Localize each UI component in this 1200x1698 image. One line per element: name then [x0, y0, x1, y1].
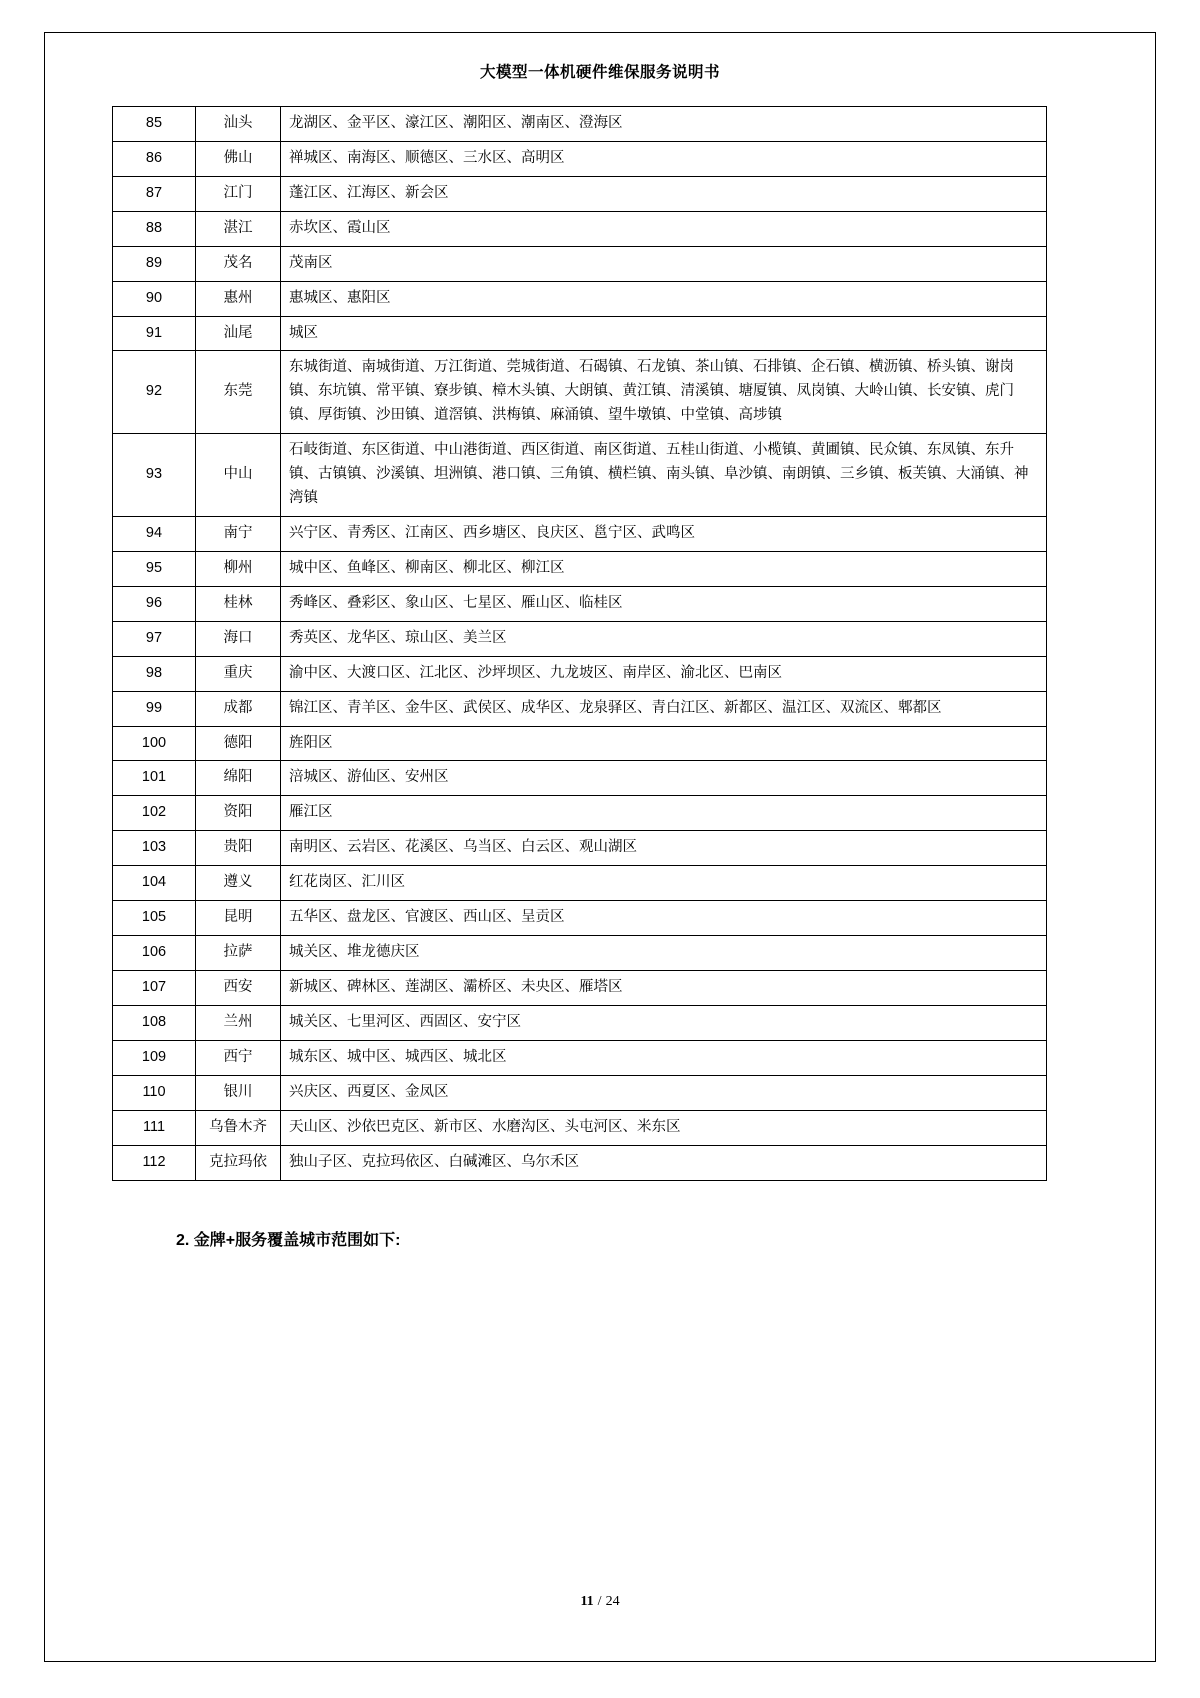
table-row [113, 107, 1047, 142]
footer-separator: / [597, 1594, 602, 1609]
cell-areas: 南明区、云岩区、花溪区、乌当区、白云区、观山湖区 [281, 831, 1047, 866]
table-row [113, 1005, 1047, 1040]
table-row [113, 691, 1047, 726]
table-row [113, 901, 1047, 936]
table-body [113, 107, 1047, 1181]
cell-number: 89 [113, 246, 196, 281]
cell-city: 茂名 [196, 246, 281, 281]
cell-areas: 兴宁区、青秀区、江南区、西乡塘区、良庆区、邕宁区、武鸣区 [281, 516, 1047, 551]
table-row [113, 176, 1047, 211]
cell-areas: 旌阳区 [281, 726, 1047, 761]
table-row [113, 1040, 1047, 1075]
cell-number: 101 [113, 761, 196, 796]
table-row [113, 211, 1047, 246]
cell-city: 银川 [196, 1075, 281, 1110]
table-row [113, 1075, 1047, 1110]
cell-city: 兰州 [196, 1005, 281, 1040]
cell-city: 南宁 [196, 516, 281, 551]
cell-city: 重庆 [196, 656, 281, 691]
table-row [113, 936, 1047, 971]
cell-number: 97 [113, 621, 196, 656]
cell-areas: 锦江区、青羊区、金牛区、武侯区、成华区、龙泉驿区、青白江区、新都区、温江区、双流区、郫都区 [281, 691, 1047, 726]
cell-number: 100 [113, 726, 196, 761]
cell-areas: 禅城区、南海区、顺德区、三水区、高明区 [281, 141, 1047, 176]
cell-areas: 兴庆区、西夏区、金凤区 [281, 1075, 1047, 1110]
table-row [113, 1110, 1047, 1145]
cell-city: 拉萨 [196, 936, 281, 971]
cell-city: 海口 [196, 621, 281, 656]
cell-number: 98 [113, 656, 196, 691]
cell-city: 西宁 [196, 1040, 281, 1075]
cell-city: 湛江 [196, 211, 281, 246]
cell-number: 110 [113, 1075, 196, 1110]
cell-number: 104 [113, 866, 196, 901]
cell-areas: 城中区、鱼峰区、柳南区、柳北区、柳江区 [281, 551, 1047, 586]
cell-areas: 城区 [281, 316, 1047, 351]
cell-number: 93 [113, 434, 196, 517]
section-title: 2. 金牌+服务覆盖城市范围如下: [176, 1231, 401, 1249]
cell-city: 佛山 [196, 141, 281, 176]
cell-areas: 茂南区 [281, 246, 1047, 281]
cell-areas: 城关区、堆龙德庆区 [281, 936, 1047, 971]
cell-city: 东莞 [196, 351, 281, 434]
cell-city: 汕尾 [196, 316, 281, 351]
cell-number: 96 [113, 586, 196, 621]
table-row [113, 434, 1047, 517]
cell-number: 111 [113, 1110, 196, 1145]
cell-city: 惠州 [196, 281, 281, 316]
cell-areas: 石岐街道、东区街道、中山港街道、西区街道、南区街道、五桂山街道、小榄镇、黄圃镇、民众镇、东凤镇、东升镇、古镇镇、沙溪镇、坦洲镇、港口镇、三角镇、横栏镇、南头镇、阜沙镇、南朗镇、三乡镇、板芙镇、大涌镇、神湾镇 [281, 434, 1047, 517]
cell-number: 102 [113, 796, 196, 831]
cell-city: 昆明 [196, 901, 281, 936]
cell-number: 108 [113, 1005, 196, 1040]
cell-city: 德阳 [196, 726, 281, 761]
cell-areas: 城关区、七里河区、西固区、安宁区 [281, 1005, 1047, 1040]
cell-city: 成都 [196, 691, 281, 726]
table-row [113, 796, 1047, 831]
cell-number: 88 [113, 211, 196, 246]
cell-areas: 城东区、城中区、城西区、城北区 [281, 1040, 1047, 1075]
cell-areas: 东城街道、南城街道、万江街道、莞城街道、石碣镇、石龙镇、茶山镇、石排镇、企石镇、横沥镇、桥头镇、谢岗镇、东坑镇、常平镇、寮步镇、樟木头镇、大朗镇、黄江镇、清溪镇、塘厦镇、凤岗镇、大岭山镇、长安镇、虎门镇、厚街镇、沙田镇、道滘镇、洪梅镇、麻涌镇、望牛墩镇、中堂镇、高埗镇 [281, 351, 1047, 434]
cell-number: 85 [113, 107, 196, 142]
cell-number: 106 [113, 936, 196, 971]
footer-total-pages: 24 [605, 1594, 620, 1609]
page-content [80, 60, 1120, 1250]
cell-areas: 红花岗区、汇川区 [281, 866, 1047, 901]
cell-areas: 天山区、沙依巴克区、新市区、水磨沟区、头屯河区、米东区 [281, 1110, 1047, 1145]
table-row [113, 656, 1047, 691]
table-row [113, 621, 1047, 656]
cell-city: 贵阳 [196, 831, 281, 866]
cell-areas: 秀峰区、叠彩区、象山区、七星区、雁山区、临桂区 [281, 586, 1047, 621]
cell-city: 汕头 [196, 107, 281, 142]
cell-number: 105 [113, 901, 196, 936]
cell-city: 资阳 [196, 796, 281, 831]
cell-city: 柳州 [196, 551, 281, 586]
cell-areas: 龙湖区、金平区、濠江区、潮阳区、潮南区、澄海区 [281, 107, 1047, 142]
cell-number: 103 [113, 831, 196, 866]
cell-city: 绵阳 [196, 761, 281, 796]
table-row [113, 246, 1047, 281]
cell-city: 遵义 [196, 866, 281, 901]
cell-areas: 惠城区、惠阳区 [281, 281, 1047, 316]
cell-number: 112 [113, 1145, 196, 1180]
table-row [113, 586, 1047, 621]
table-row [113, 551, 1047, 586]
table-row [113, 970, 1047, 1005]
cell-areas: 蓬江区、江海区、新会区 [281, 176, 1047, 211]
cell-city: 江门 [196, 176, 281, 211]
cell-number: 90 [113, 281, 196, 316]
table-row [113, 866, 1047, 901]
page-footer [0, 1594, 1200, 1610]
table-row [113, 726, 1047, 761]
table-row [113, 1145, 1047, 1180]
cell-city: 西安 [196, 970, 281, 1005]
table-row [113, 351, 1047, 434]
cell-areas: 五华区、盘龙区、官渡区、西山区、呈贡区 [281, 901, 1047, 936]
footer-current-page: 11 [580, 1594, 594, 1609]
table-row [113, 141, 1047, 176]
table-row [113, 281, 1047, 316]
table-row [113, 516, 1047, 551]
cell-number: 95 [113, 551, 196, 586]
table-row [113, 831, 1047, 866]
cell-areas: 新城区、碑林区、莲湖区、灞桥区、未央区、雁塔区 [281, 970, 1047, 1005]
cell-areas: 涪城区、游仙区、安州区 [281, 761, 1047, 796]
cell-number: 94 [113, 516, 196, 551]
city-coverage-table [112, 106, 1047, 1181]
cell-number: 99 [113, 691, 196, 726]
cell-number: 87 [113, 176, 196, 211]
table-row [113, 761, 1047, 796]
cell-city: 克拉玛依 [196, 1145, 281, 1180]
cell-areas: 秀英区、龙华区、琼山区、美兰区 [281, 621, 1047, 656]
cell-areas: 独山子区、克拉玛依区、白碱滩区、乌尔禾区 [281, 1145, 1047, 1180]
cell-number: 92 [113, 351, 196, 434]
cell-city: 中山 [196, 434, 281, 517]
cell-number: 107 [113, 970, 196, 1005]
document-header-title: 大模型一体机硬件维保服务说明书 [479, 64, 720, 81]
cell-city: 桂林 [196, 586, 281, 621]
cell-city: 乌鲁木齐 [196, 1110, 281, 1145]
table-row [113, 316, 1047, 351]
cell-areas: 雁江区 [281, 796, 1047, 831]
cell-number: 86 [113, 141, 196, 176]
cell-areas: 赤坎区、霞山区 [281, 211, 1047, 246]
cell-number: 109 [113, 1040, 196, 1075]
cell-areas: 渝中区、大渡口区、江北区、沙坪坝区、九龙坡区、南岸区、渝北区、巴南区 [281, 656, 1047, 691]
cell-number: 91 [113, 316, 196, 351]
